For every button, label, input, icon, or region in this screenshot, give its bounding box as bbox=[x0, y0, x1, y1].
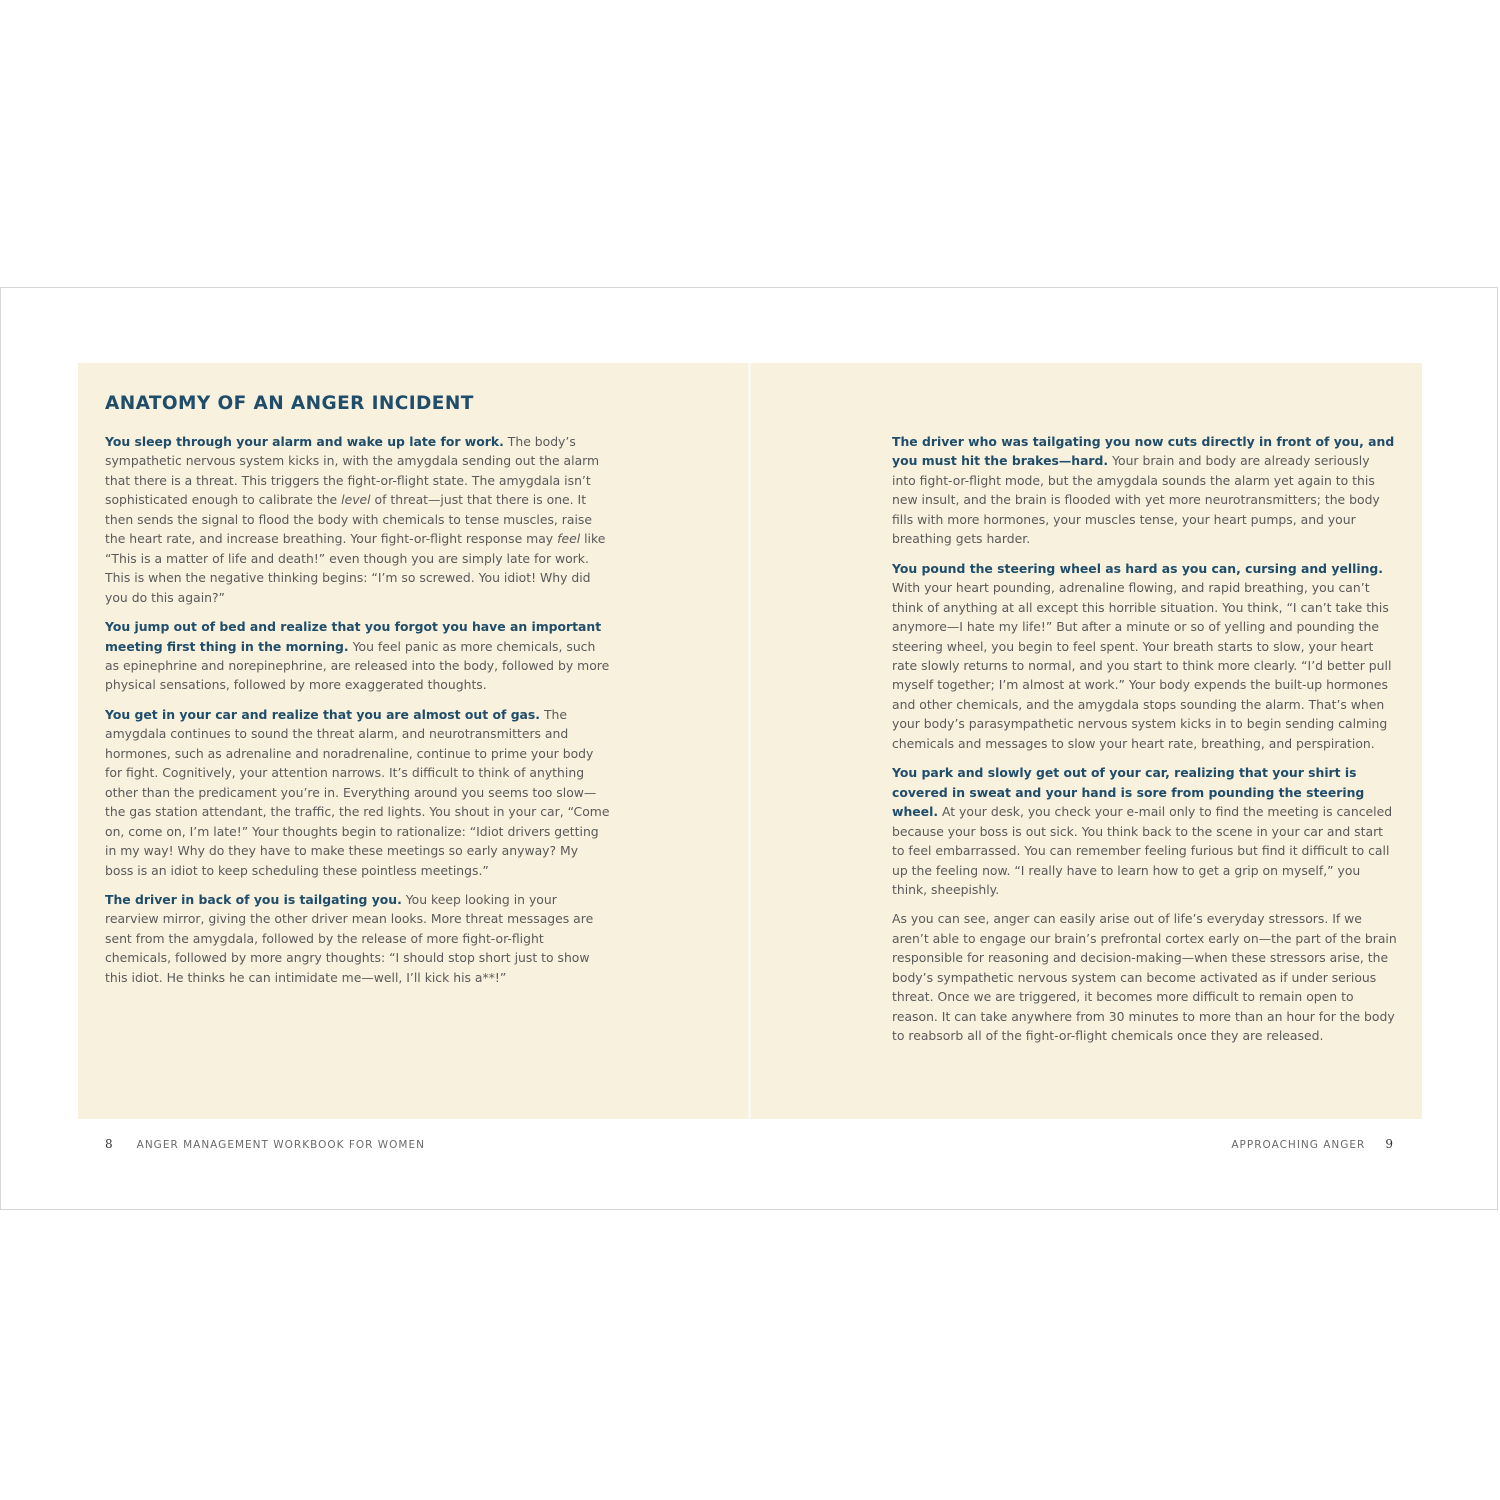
paragraph-meeting bbox=[105, 617, 610, 695]
paragraph-body: You keep looking in your rearview mirror, giving the other driver mean looks. More threat messages are sent from the amygdala, followed by the release of more fight-or-flight chemicals, followed by more angry thoughts: “I should stop short just to show this idiot. He thinks he can intimidate me—well, I’ll kick his a**!” bbox=[105, 891, 594, 985]
page-number: 9 bbox=[1385, 1137, 1393, 1151]
paragraph-body: like “This is a matter of life and death!” even though you are simply late for work. This is when the negative thinking begins: “I’m so screwed. You idiot! Why did you do this again?” bbox=[105, 531, 606, 605]
paragraph-lead: You get in your car and realize that you are almost out of gas. bbox=[105, 706, 541, 722]
paragraph-park bbox=[892, 763, 1397, 899]
right-footer bbox=[1231, 1137, 1393, 1151]
paragraph-lead: You pound the steering wheel as hard as you can, cursing and yelling. bbox=[892, 560, 1383, 576]
paragraph-lead: You park and slowly get out of your car, realizing that your shirt is covered in sweat and your hand is sore from pounding the steering wheel. bbox=[892, 765, 1365, 820]
left-footer bbox=[105, 1137, 425, 1151]
page-gutter bbox=[748, 363, 751, 1119]
paragraph-lead: The driver in back of you is tailgating you. bbox=[105, 891, 402, 907]
emphasis-level: level bbox=[341, 492, 371, 508]
paragraph-body: The body’s sympathetic nervous system kicks in, with the amygdala sending out the alarm that there is a threat. This triggers the fight-or-flight state. The amygdala isn’t sophisticated enough to calibrate the bbox=[105, 434, 600, 508]
paragraph-body: As you can see, anger can easily arise out of life’s everyday stressors. If we aren’t able to engage our brain’s prefrontal cortex early on—the part of the brain responsible for reasoning and decision-making—when these stressors arise, the body’s sympathetic nervous system can become activated as if under serious threat. Once we are triggered, it becomes more difficult to remain open to reason. It can take anywhere from 30 minutes to more than an hour for the body to reabsorb all of the fight-or-flight chemicals once they are released. bbox=[892, 911, 1397, 1044]
left-page-text bbox=[105, 432, 610, 997]
paragraph-body: You feel panic as more chemicals, such as epinephrine and norepinephrine, are released into the body, followed by more physical sensations, followed by more exaggerated thoughts. bbox=[105, 638, 610, 693]
paragraph-steering-wheel bbox=[892, 559, 1397, 754]
paragraph-body: With your heart pounding, adrenaline flowing, and rapid breathing, you can’t think of anything at all except this horrible situation. You think, “I can’t take this anymore—I hate my life!” But after a minute or so of yelling and pounding the steering wheel, you begin to feel spent. Your breath starts to slow, your heart rate slowly returns to normal, and you start to think more clearly. “I’d better pull myself together; I’m almost at work.” Your body expends the built-up hormones and other chemicals, and the amygdala stops sounding the alarm. That’s when your body’s parasympathetic nervous system kicks in to begin sending calming chemicals and messages to slow your heart rate, breathing, and perspiration. bbox=[892, 580, 1392, 751]
running-head: ANGER MANAGEMENT WORKBOOK FOR WOMEN bbox=[136, 1139, 425, 1151]
paragraph-body: of threat—just that there is one. It then sends the signal to flood the body with chemicals to tense muscles, raise the heart rate, and increase breathing. Your fight-or-flight response may bbox=[105, 492, 592, 547]
paragraph-lead: You sleep through your alarm and wake up late for work. bbox=[105, 434, 504, 449]
paragraph-alarm bbox=[105, 432, 610, 607]
paragraph-lead: You jump out of bed and realize that you forgot you have an important meeting first thing in the morning. bbox=[105, 619, 602, 654]
paragraph-body: The amygdala continues to sound the threat alarm, and neurotransmitters and hormones, such as adrenaline and noradrenaline, continue to prime your body for fight. Cognitively, your attention narrows. It’s difficult to think of anything other than the predicament you’re in. Everything around you seems too slow—the gas station attendant, the traffic, the red lights. You shout in your car, “Come on, come on, I’m late!” Your thoughts begin to rationalize: “Idiot drivers getting in my way! Why do they have to make these meetings so early anyway? My boss is an idiot to keep scheduling these pointless meetings.” bbox=[105, 706, 610, 878]
paragraph-brakes bbox=[892, 432, 1397, 549]
paragraph-gas bbox=[105, 705, 610, 880]
paragraph-lead: The driver who was tailgating you now cuts directly in front of you, and you must hit the brakes—hard. bbox=[892, 434, 1395, 469]
running-head: APPROACHING ANGER bbox=[1231, 1139, 1366, 1151]
page-number: 8 bbox=[105, 1137, 113, 1151]
section-heading: ANATOMY OF AN ANGER INCIDENT bbox=[105, 393, 474, 414]
paragraph-tailgating bbox=[105, 890, 610, 987]
book-spread bbox=[0, 287, 1498, 1210]
paragraph-body: Your brain and body are already seriously into fight-or-flight mode, but the amygdala sounds the alarm yet again to this new insult, and the brain is flooded with yet more neurotransmitters; the body fills with more hormones, your muscles tense, your heart pumps, and your breathing gets harder. bbox=[892, 453, 1380, 547]
right-page-text bbox=[892, 432, 1397, 1056]
paragraph-summary bbox=[892, 909, 1397, 1045]
emphasis-feel: feel bbox=[557, 531, 581, 547]
paragraph-body: At your desk, you check your e-mail only to find the meeting is canceled because your boss is out sick. You think back to the scene in your car and start to feel embarrassed. You can remember feeling furious but find it difficult to call up the feeling now. “I really have to learn how to get a grip on myself,” you think, sheepishly. bbox=[892, 804, 1393, 897]
